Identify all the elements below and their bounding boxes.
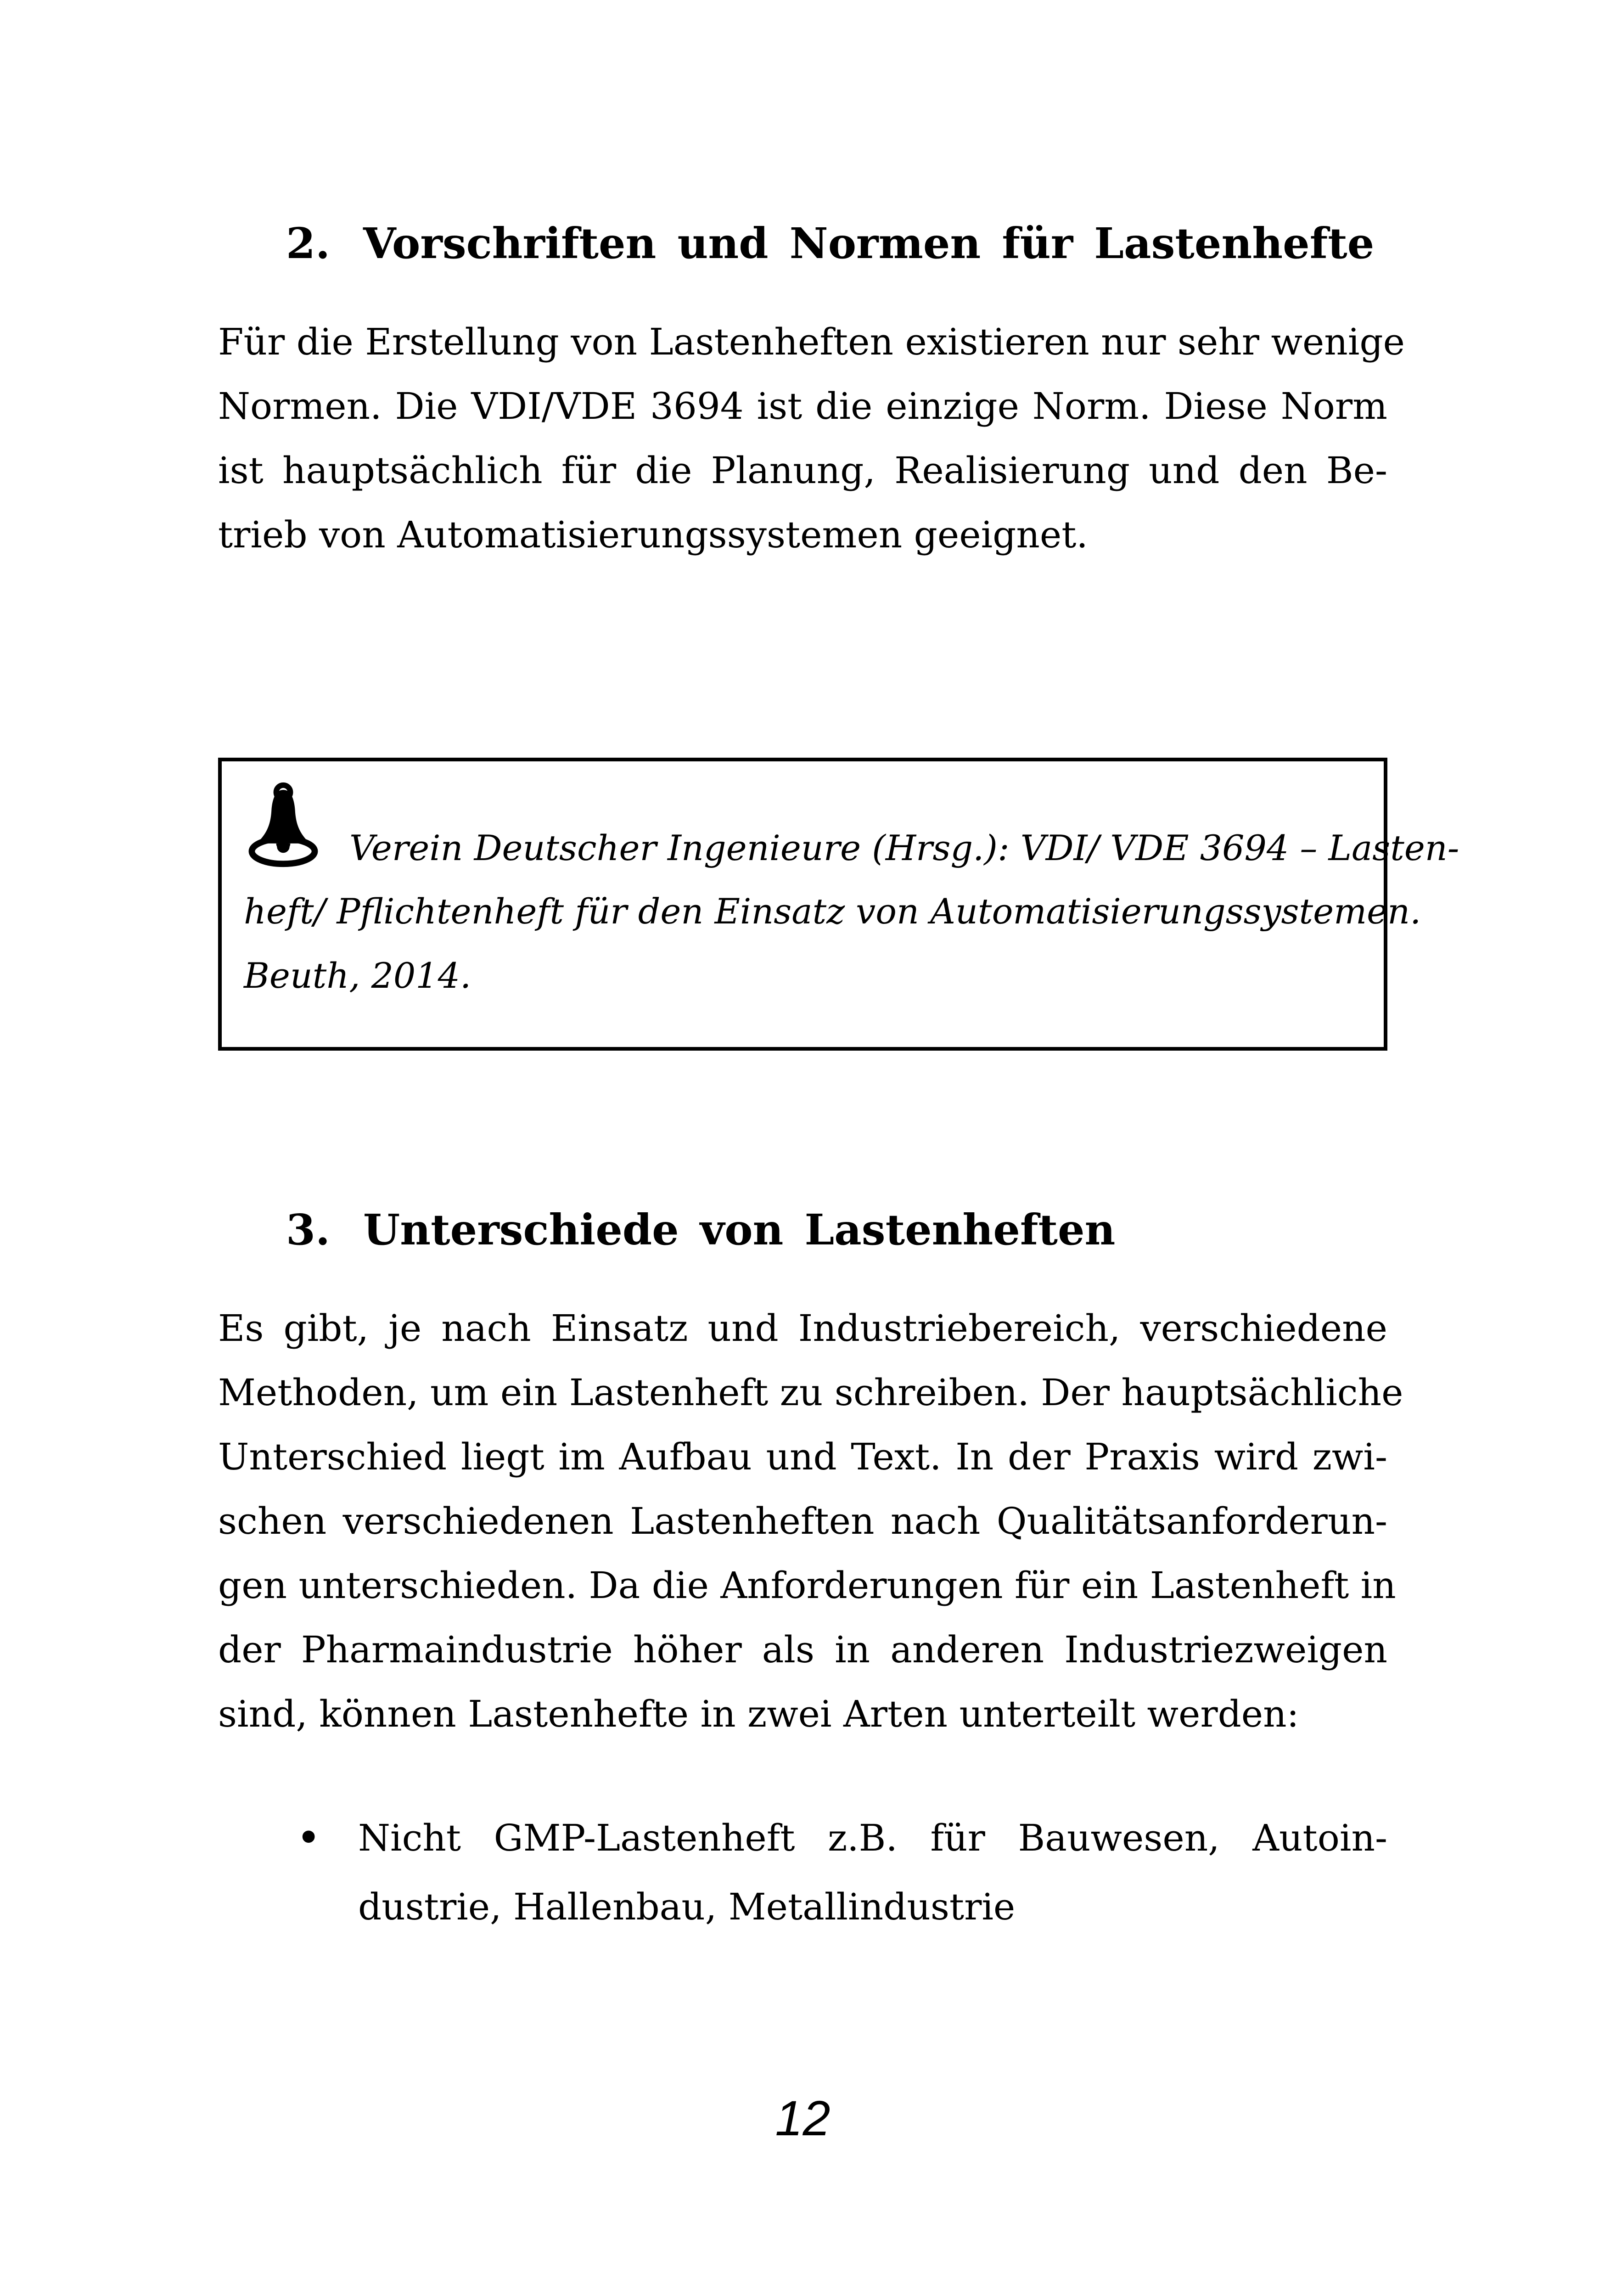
section-2-number: 2. [286,219,331,268]
bell-icon [244,782,323,870]
list-item-line: Nicht GMP-Lastenheft z.B. für Bauwesen, Autoin- [358,1817,1387,1859]
section-2-heading [218,216,1387,271]
section-3-paragraph [218,1296,1403,1746]
section-3-heading [218,1202,1387,1257]
page-number: 12 [775,2090,831,2146]
section-3-title: Unterschiede von Lastenheften [363,1205,1116,1255]
paragraph-line: sind, können Lastenhefte in zwei Arten unterteilt werden: [218,1693,1299,1735]
citation-line: Beuth, 2014. [244,955,471,996]
citation-line: Verein Deutscher Ingenieure (Hrsg.): VDI/ VDE 3694 – Lasten- [349,827,1459,869]
citation-first-line-row [244,782,1459,870]
paragraph-line: der Pharmaindustrie höher als in anderen Industriezweigen [218,1628,1387,1671]
list-item-line: dustrie, Hallenbau, Metallindustrie [358,1885,1016,1928]
section-2-paragraph [218,310,1405,567]
section-3-number: 3. [286,1205,331,1255]
paragraph-line: gen unterschieden. Da die Anforderungen für ein Lastenheft in [218,1564,1396,1607]
paragraph-line: Es gibt, je nach Einsatz und Industriebereich, verschiedene [218,1307,1387,1350]
bullet-marker: • [296,1813,321,1863]
list-item [296,1804,1387,1941]
citation-line: heft/ Pflichtenheft für den Einsatz von Automatisierungssystemen. [244,891,1421,932]
paragraph-line: Methoden, um ein Lastenheft zu schreiben. Der hauptsächliche [218,1371,1403,1414]
paragraph-line: trieb von Automatisierungssystemen geeignet. [218,513,1088,556]
document-page [0,216,1605,2296]
citation-note-box [218,758,1459,1051]
list-item-text [358,1804,1387,1941]
paragraph-line: ist hauptsächlich für die Planung, Realisierung und den Be- [218,449,1387,492]
paragraph-line: Normen. Die VDI/VDE 3694 ist die einzige Norm. Diese Norm [218,385,1387,428]
paragraph-line: Für die Erstellung von Lastenheften existieren nur sehr wenige [218,321,1405,363]
paragraph-line: schen verschiedenen Lastenheften nach Qualitätsanforderun- [218,1500,1387,1542]
paragraph-line: Unterschied liegt im Aufbau und Text. In der Praxis wird zwi- [218,1435,1387,1478]
section-2-title: Vorschriften und Normen für Lastenhefte [363,219,1375,268]
